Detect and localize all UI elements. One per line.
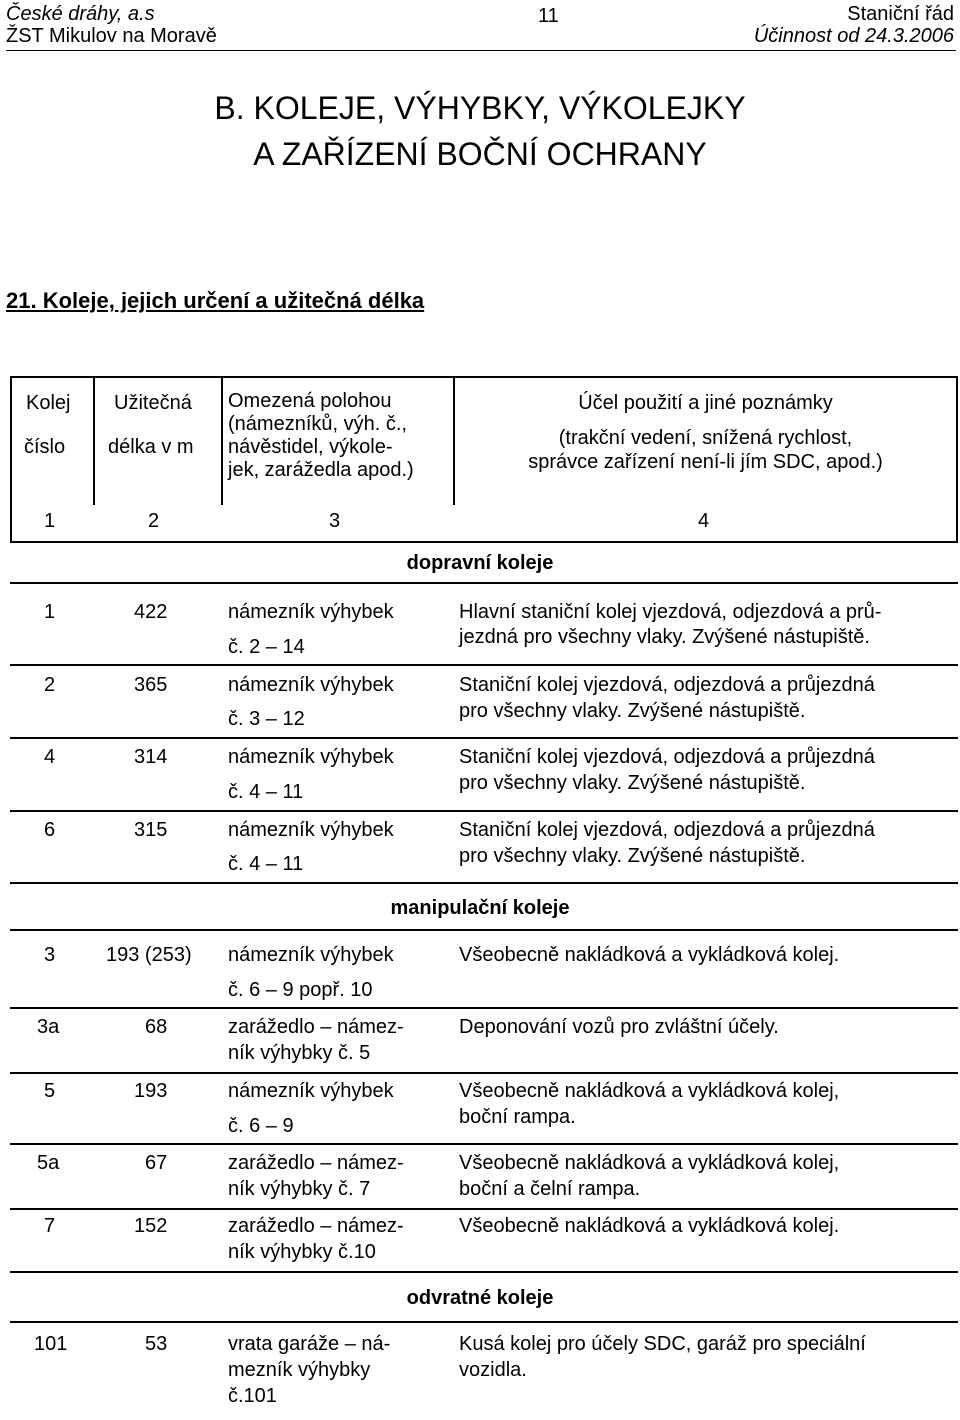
kolej-cislo: 3a: [37, 1016, 60, 1038]
col-number-4: 4: [698, 510, 710, 532]
page-number: 11: [538, 5, 559, 27]
kolej-cislo: 5: [44, 1080, 56, 1102]
omezeni-line2: č. 4 – 11: [228, 781, 304, 803]
section-heading: 21. Koleje, jejich určení a užitečná délka: [6, 288, 425, 313]
ucel-line1: Všeobecně nakládková a vykládková kolej,: [459, 1152, 840, 1174]
uzitecna-delka: 365: [134, 674, 168, 696]
row-border: [10, 737, 958, 739]
omezeni-line3: č.101: [228, 1385, 277, 1407]
ucel-line1: Staniční kolej vjezdová, odjezdová a průjezdná: [459, 819, 875, 841]
omezeni-line1: vrata garáže – ná-: [228, 1333, 391, 1355]
kolej-cislo: 3: [44, 944, 56, 966]
col-header-delka: délka v m: [108, 436, 194, 458]
header-station: ŽST Mikulov na Moravě: [6, 25, 217, 47]
category-manipulacni-koleje: manipulační koleje: [390, 897, 570, 919]
header-effective-date: Účinnost od 24.3.2006: [753, 25, 954, 47]
col-divider-2: [221, 376, 223, 505]
uzitecna-delka: 193 (253): [106, 944, 192, 966]
table-header-bottom-border: [10, 541, 958, 543]
ucel-line2: pro všechny vlaky. Zvýšené nástupiště.: [459, 700, 806, 722]
ucel-line1: Staniční kolej vjezdová, odjezdová a průjezdná: [459, 746, 875, 768]
row-border: [10, 664, 958, 666]
uzitecna-delka: 193: [134, 1080, 168, 1102]
kolej-cislo: 5a: [37, 1152, 60, 1174]
kolej-cislo: 101: [34, 1333, 68, 1355]
ucel-line1: Kusá kolej pro účely SDC, garáž pro speciální: [459, 1333, 866, 1355]
ucel-line2: boční a čelní rampa.: [459, 1178, 641, 1200]
col-header-cislo: číslo: [24, 436, 66, 458]
omezeni-line1: zarážedlo – námez-: [228, 1016, 404, 1038]
row-border: [10, 1143, 958, 1145]
omezeni-line1: zarážedlo – námez-: [228, 1152, 404, 1174]
row-border: [10, 1007, 958, 1009]
header-company: České dráhy, a.s: [6, 3, 155, 25]
col-header-kolej: Kolej: [26, 392, 71, 414]
omezeni-line1: zarážedlo – námez-: [228, 1215, 404, 1237]
ucel-line2: vozidla.: [459, 1359, 527, 1381]
uzitecna-delka: 315: [134, 819, 168, 841]
omezeni-line2: č. 2 – 14: [228, 636, 305, 658]
uzitecna-delka: 67: [145, 1152, 168, 1174]
col-number-2: 2: [148, 510, 160, 532]
uzitecna-delka: 53: [145, 1333, 168, 1355]
ucel-line1: Všeobecně nakládková a vykládková kolej,: [459, 1080, 840, 1102]
omezeni-line1: námezník výhybek: [228, 746, 394, 768]
col-number-1: 1: [44, 510, 56, 532]
omezeni-line2: č. 6 – 9: [228, 1115, 294, 1137]
col-header-ucel-2: (trakční vedení, snížená rychlost,: [558, 427, 853, 449]
category-odvratne-koleje: odvratné koleje: [406, 1287, 554, 1309]
omezeni-line1: námezník výhybek: [228, 944, 394, 966]
omezeni-line1: námezník výhybek: [228, 674, 394, 696]
omezeni-line2: č. 4 – 11: [228, 853, 304, 875]
omezeni-line1: námezník výhybek: [228, 1080, 394, 1102]
omezeni-line1: námezník výhybek: [228, 819, 394, 841]
row-border: [10, 1208, 958, 1210]
row-border: [10, 1072, 958, 1074]
uzitecna-delka: 314: [134, 746, 168, 768]
kolej-cislo: 4: [44, 746, 56, 768]
page-title-line1: B. KOLEJE, VÝHYBKY, VÝKOLEJKY: [214, 90, 746, 126]
row-border: [10, 882, 958, 884]
kolej-cislo: 1: [44, 601, 56, 623]
col-header-omezena-3: návěstidel, výkole-: [228, 436, 393, 458]
col-number-3: 3: [329, 510, 341, 532]
category-manipulacni-bottom-border: [10, 929, 958, 931]
omezeni-line1: námezník výhybek: [228, 601, 394, 623]
page-title-line2: A ZAŘÍZENÍ BOČNÍ OCHRANY: [253, 136, 707, 172]
header-document: Staniční řád: [847, 3, 954, 25]
omezeni-line2: mezník výhybky: [228, 1359, 371, 1381]
omezeni-line2: ník výhybky č. 5: [228, 1042, 371, 1064]
category-dopravni-bottom-border: [10, 582, 958, 584]
ucel-line2: pro všechny vlaky. Zvýšené nástupiště.: [459, 772, 806, 794]
ucel-line1: Deponování vozů pro zvláštní účely.: [459, 1016, 779, 1038]
ucel-line1: Staniční kolej vjezdová, odjezdová a průjezdná: [459, 674, 875, 696]
col-header-omezena-4: jek, zarážedla apod.): [228, 459, 414, 481]
uzitecna-delka: 422: [134, 601, 168, 623]
col-header-uzitecna: Užitečná: [114, 392, 192, 414]
table-right-border: [956, 376, 958, 543]
col-header-ucel-3: správce zařízení není-li jím SDC, apod.): [528, 451, 883, 473]
ucel-line2: boční rampa.: [459, 1106, 576, 1128]
category-odvratne-bottom-border: [10, 1321, 958, 1323]
uzitecna-delka: 152: [134, 1215, 168, 1237]
col-divider-1: [93, 376, 95, 505]
table-top-border: [10, 376, 958, 378]
ucel-line2: jezdná pro všechny vlaky. Zvýšené nástupiště.: [459, 626, 870, 648]
category-dopravni-koleje: dopravní koleje: [406, 552, 554, 574]
omezeni-line2: č. 6 – 9 popř. 10: [228, 979, 373, 1001]
ucel-line1: Hlavní staniční kolej vjezdová, odjezdová a prů-: [459, 601, 882, 623]
omezeni-line2: ník výhybky č. 7: [228, 1178, 371, 1200]
uzitecna-delka: 68: [145, 1016, 168, 1038]
ucel-line1: Všeobecně nakládková a vykládková kolej.: [459, 1215, 840, 1237]
omezeni-line2: ník výhybky č.10: [228, 1241, 376, 1263]
kolej-cislo: 2: [44, 674, 56, 696]
ucel-line1: Všeobecně nakládková a vykládková kolej.: [459, 944, 840, 966]
kolej-cislo: 6: [44, 819, 56, 841]
col-header-omezena-2: (námezníků, výh. č.,: [228, 413, 407, 435]
row-border: [10, 810, 958, 812]
kolej-cislo: 7: [44, 1215, 56, 1237]
header-divider: [6, 50, 956, 51]
col-header-ucel-1: Účel použití a jiné poznámky: [578, 392, 833, 414]
table-left-border: [10, 376, 12, 543]
omezeni-line2: č. 3 – 12: [228, 708, 305, 730]
col-header-omezena-1: Omezená polohou: [228, 390, 392, 412]
ucel-line2: pro všechny vlaky. Zvýšené nástupiště.: [459, 845, 806, 867]
row-border: [10, 1271, 958, 1273]
